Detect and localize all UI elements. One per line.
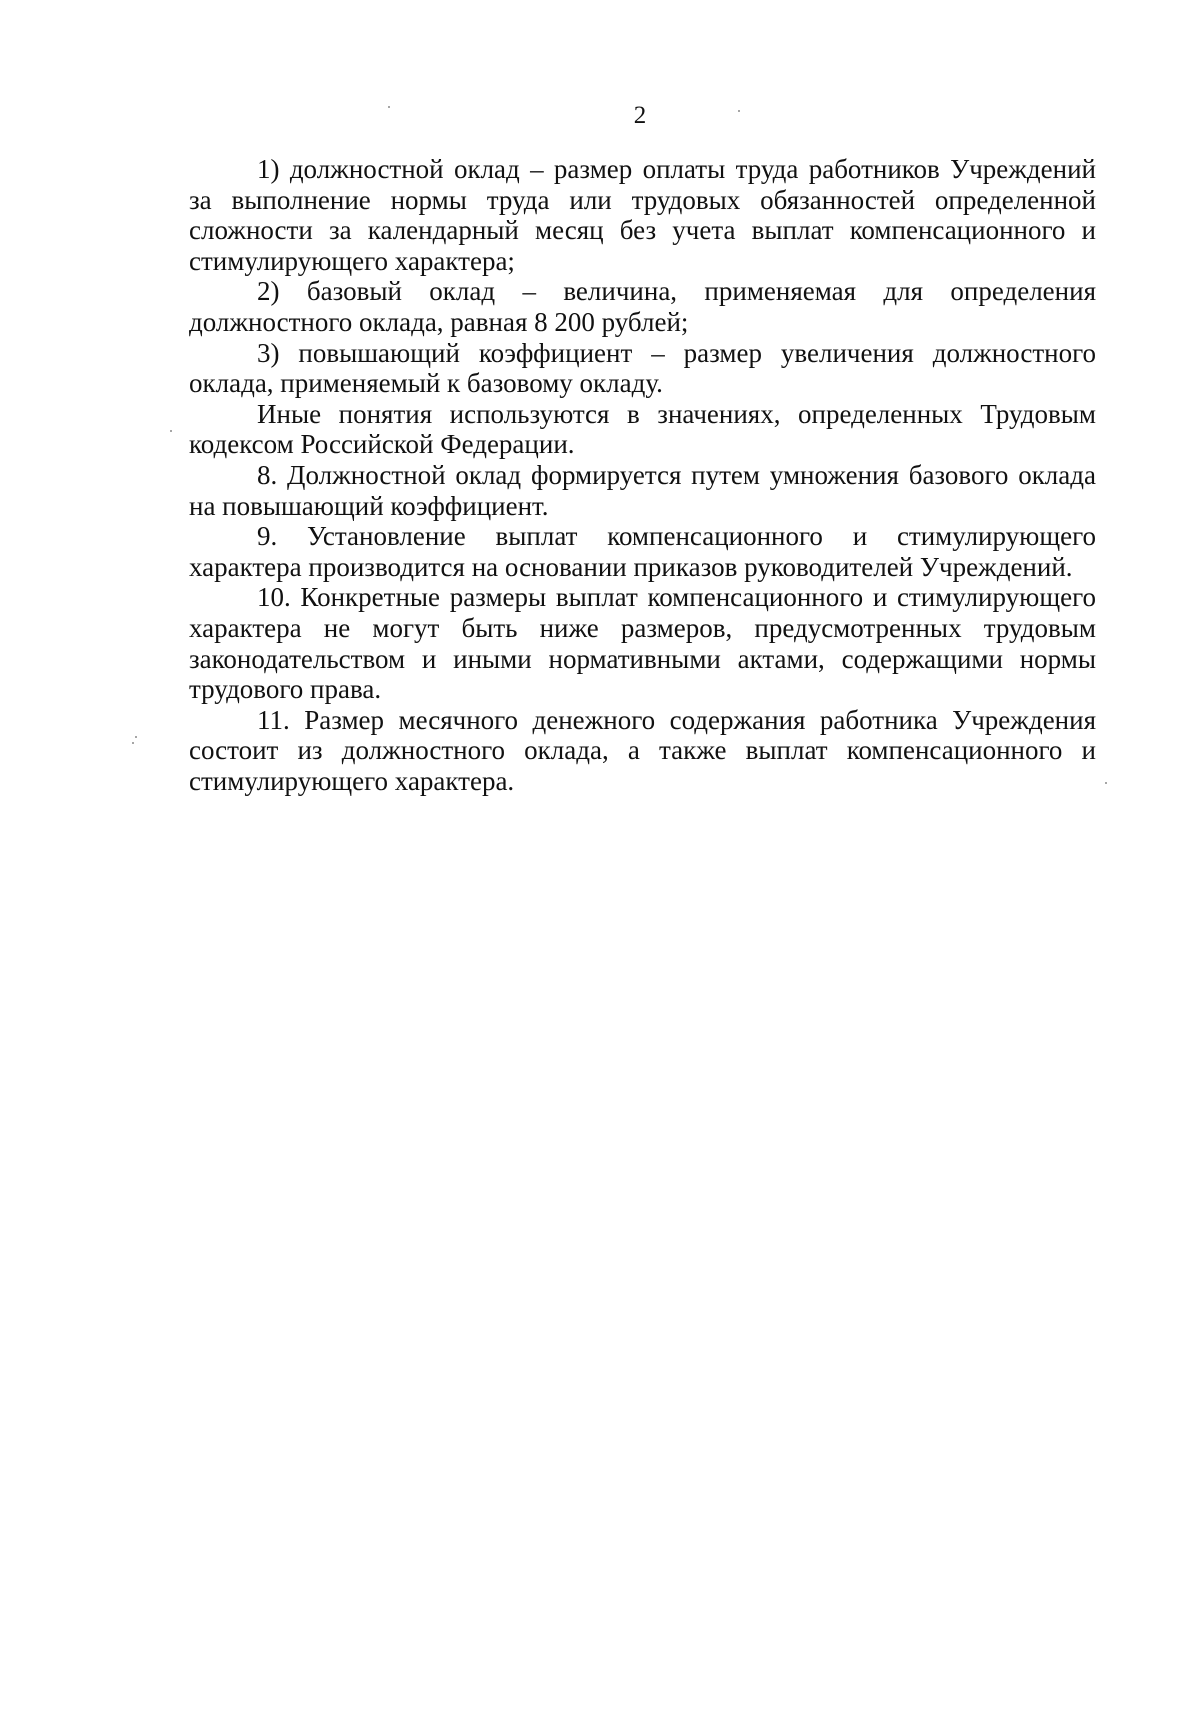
clause-11: 11. Размер месячного денежного содержания работника Учреждения состоит из должностного оклада, а также выплат компенсационного и стимулирующего характера. — [189, 704, 1096, 796]
scan-speck — [1105, 782, 1107, 784]
page-number: 2 — [633, 102, 647, 129]
scan-speck — [738, 110, 740, 112]
scan-speck — [388, 106, 390, 108]
definition-official-salary: 1) должностной оклад – размер оплаты труда работников Учреждений за выполнение нормы труда или трудовых обязанностей определенной сложности за календарный месяц без учета выплат компенсационного и стимулирующего характера; — [189, 154, 1096, 276]
scan-speck — [170, 430, 172, 432]
clause-10: 10. Конкретные размеры выплат компенсационного и стимулирующего характера не могут быть ниже размеров, предусмотренных трудовым законодательством и иными нормативными актами, содержащими нормы трудового права. — [189, 582, 1096, 705]
scan-speck — [132, 742, 134, 744]
scan-speck — [135, 736, 137, 738]
document-body — [189, 154, 1096, 796]
clause-8: 8. Должностной оклад формируется путем умножения базового оклада на повышающий коэффициент. — [189, 459, 1096, 521]
clause-9: 9. Установление выплат компенсационного и стимулирующего характера производится на основании приказов руководителей Учреждений. — [189, 521, 1096, 582]
definition-base-salary: 2) базовый оклад – величина, применяемая для определения должностного оклада, равная 8 200 рублей; — [189, 276, 1096, 337]
other-concepts-paragraph: Иные понятия используются в значениях, определенных Трудовым кодексом Российской Федерации. — [189, 398, 1096, 460]
definition-raising-coefficient: 3) повышающий коэффициент – размер увеличения должностного оклада, применяемый к базовому окладу. — [189, 337, 1096, 399]
